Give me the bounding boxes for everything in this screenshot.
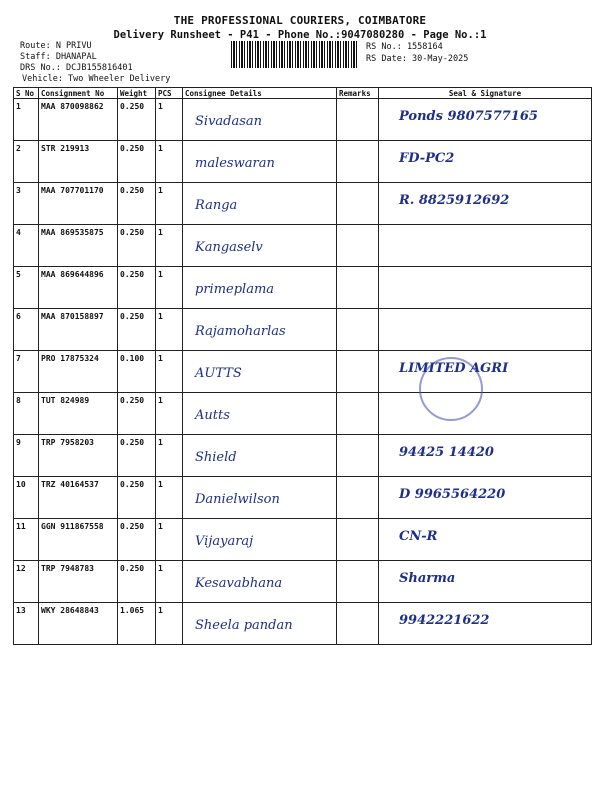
cell-remarks — [337, 561, 379, 603]
cell-pcs: 1 — [156, 351, 183, 393]
cell-weight: 0.250 — [118, 267, 156, 309]
cell-sno: 13 — [14, 603, 39, 645]
col-consignee: Consignee Details — [183, 88, 337, 99]
table-row — [14, 183, 592, 225]
cell-consignment: MAA 870098862 — [39, 99, 118, 141]
cell-remarks — [337, 519, 379, 561]
cell-weight: 0.250 — [118, 435, 156, 477]
cell-consignment: TRZ 40164537 — [39, 477, 118, 519]
cell-consignee: Shield — [183, 435, 337, 477]
cell-weight: 0.100 — [118, 351, 156, 393]
cell-signature — [379, 435, 592, 477]
cell-sno: 6 — [14, 309, 39, 351]
cell-sno: 11 — [14, 519, 39, 561]
cell-consignee: Kangaselv — [183, 225, 337, 267]
cell-consignment: TRP 7958203 — [39, 435, 118, 477]
cell-weight: 0.250 — [118, 141, 156, 183]
cell-signature — [379, 561, 592, 603]
route-label: Route: N PRIVU — [20, 41, 92, 51]
cell-sno: 8 — [14, 393, 39, 435]
cell-signature — [379, 141, 592, 183]
cell-remarks — [337, 603, 379, 645]
staff-label: Staff: DHANAPAL — [20, 52, 97, 62]
barcode-image — [231, 41, 357, 68]
cell-remarks — [337, 141, 379, 183]
cell-signature — [379, 99, 592, 141]
cell-remarks — [337, 99, 379, 141]
col-consignment: Consignment No — [39, 88, 118, 99]
handwritten-signature: LIMITED AGRI — [399, 361, 509, 376]
cell-signature — [379, 183, 592, 225]
cell-signature — [379, 267, 592, 309]
table-row — [14, 477, 592, 519]
table-row — [14, 267, 592, 309]
cell-weight: 0.250 — [118, 477, 156, 519]
handwritten-signature: 9942221622 — [399, 613, 490, 628]
table-row — [14, 351, 592, 393]
runsheet-table — [13, 87, 592, 645]
table-row — [14, 309, 592, 351]
cell-weight: 0.250 — [118, 393, 156, 435]
col-signature: Seal & Signature — [379, 88, 592, 99]
cell-remarks — [337, 183, 379, 225]
cell-weight: 0.250 — [118, 309, 156, 351]
document-subtitle: Delivery Runsheet - P41 - Phone No.:9047080280 - Page No.:1 — [113, 29, 487, 41]
cell-sno: 7 — [14, 351, 39, 393]
cell-consignment: TRP 7948783 — [39, 561, 118, 603]
cell-consignee: primeplama — [183, 267, 337, 309]
cell-consignee: Kesavabhana — [183, 561, 337, 603]
cell-sno: 3 — [14, 183, 39, 225]
cell-consignment: GGN 911867558 — [39, 519, 118, 561]
cell-remarks — [337, 225, 379, 267]
cell-pcs: 1 — [156, 225, 183, 267]
cell-consignee: AUTTS — [183, 351, 337, 393]
cell-pcs: 1 — [156, 393, 183, 435]
handwritten-signature: CN-R — [399, 529, 438, 544]
cell-weight: 0.250 — [118, 225, 156, 267]
cell-consignment: MAA 869535875 — [39, 225, 118, 267]
cell-sno: 9 — [14, 435, 39, 477]
handwritten-signature: Sharma — [399, 571, 456, 586]
cell-remarks — [337, 309, 379, 351]
cell-weight: 0.250 — [118, 99, 156, 141]
cell-pcs: 1 — [156, 99, 183, 141]
cell-consignment: WKY 28648843 — [39, 603, 118, 645]
cell-sno: 5 — [14, 267, 39, 309]
cell-consignment: PRO 17875324 — [39, 351, 118, 393]
cell-pcs: 1 — [156, 435, 183, 477]
cell-pcs: 1 — [156, 519, 183, 561]
table-row — [14, 435, 592, 477]
cell-consignee: Sivadasan — [183, 99, 337, 141]
cell-sno: 4 — [14, 225, 39, 267]
cell-remarks — [337, 351, 379, 393]
cell-consignment: STR 219913 — [39, 141, 118, 183]
cell-consignment: MAA 869644896 — [39, 267, 118, 309]
handwritten-signature: Ponds 9807577165 — [399, 109, 538, 124]
cell-consignment: MAA 870158897 — [39, 309, 118, 351]
table-row — [14, 519, 592, 561]
cell-pcs: 1 — [156, 561, 183, 603]
cell-consignee: Sheela pandan — [183, 603, 337, 645]
cell-consignment: TUT 824989 — [39, 393, 118, 435]
cell-pcs: 1 — [156, 267, 183, 309]
cell-pcs: 1 — [156, 183, 183, 225]
col-sno: S No — [14, 88, 39, 99]
cell-weight: 0.250 — [118, 561, 156, 603]
cell-pcs: 1 — [156, 141, 183, 183]
cell-sno: 2 — [14, 141, 39, 183]
cell-consignee: Ranga — [183, 183, 337, 225]
cell-signature — [379, 393, 592, 435]
cell-remarks — [337, 267, 379, 309]
cell-weight: 1.065 — [118, 603, 156, 645]
rs-number: RS No.: 1558164 — [366, 42, 443, 52]
cell-signature — [379, 225, 592, 267]
table-row — [14, 561, 592, 603]
cell-remarks — [337, 435, 379, 477]
handwritten-signature: 94425 14420 — [399, 445, 494, 460]
cell-pcs: 1 — [156, 477, 183, 519]
rs-date: RS Date: 30-May-2025 — [366, 54, 469, 64]
col-weight: Weight — [118, 88, 156, 99]
cell-consignee: Rajamoharlas — [183, 309, 337, 351]
cell-consignment: MAA 707701170 — [39, 183, 118, 225]
cell-signature — [379, 603, 592, 645]
cell-consignee: Danielwilson — [183, 477, 337, 519]
table-row — [14, 225, 592, 267]
cell-signature — [379, 309, 592, 351]
table-row — [14, 141, 592, 183]
table-row — [14, 393, 592, 435]
handwritten-signature: FD-PC2 — [399, 151, 455, 166]
cell-consignee: maleswaran — [183, 141, 337, 183]
cell-sno: 12 — [14, 561, 39, 603]
cell-consignee: Vijayaraj — [183, 519, 337, 561]
cell-signature — [379, 351, 592, 393]
cell-remarks — [337, 393, 379, 435]
cell-signature — [379, 519, 592, 561]
cell-consignee: Autts — [183, 393, 337, 435]
drs-label: DRS No.: DCJB155816401 — [20, 63, 133, 73]
col-remarks: Remarks — [337, 88, 379, 99]
handwritten-signature: D 9965564220 — [399, 487, 506, 502]
cell-pcs: 1 — [156, 603, 183, 645]
table-row — [14, 99, 592, 141]
col-pcs: PCS — [156, 88, 183, 99]
handwritten-signature: R. 8825912692 — [399, 193, 510, 208]
table-row — [14, 603, 592, 645]
cell-weight: 0.250 — [118, 519, 156, 561]
cell-weight: 0.250 — [118, 183, 156, 225]
table-body — [14, 99, 592, 645]
cell-sno: 1 — [14, 99, 39, 141]
table-header-row — [14, 88, 592, 99]
document-title: THE PROFESSIONAL COURIERS, COIMBATORE — [173, 14, 427, 27]
cell-remarks — [337, 477, 379, 519]
cell-signature — [379, 477, 592, 519]
vehicle-label: Vehicle: Two Wheeler Delivery — [22, 74, 171, 84]
cell-pcs: 1 — [156, 309, 183, 351]
cell-sno: 10 — [14, 477, 39, 519]
